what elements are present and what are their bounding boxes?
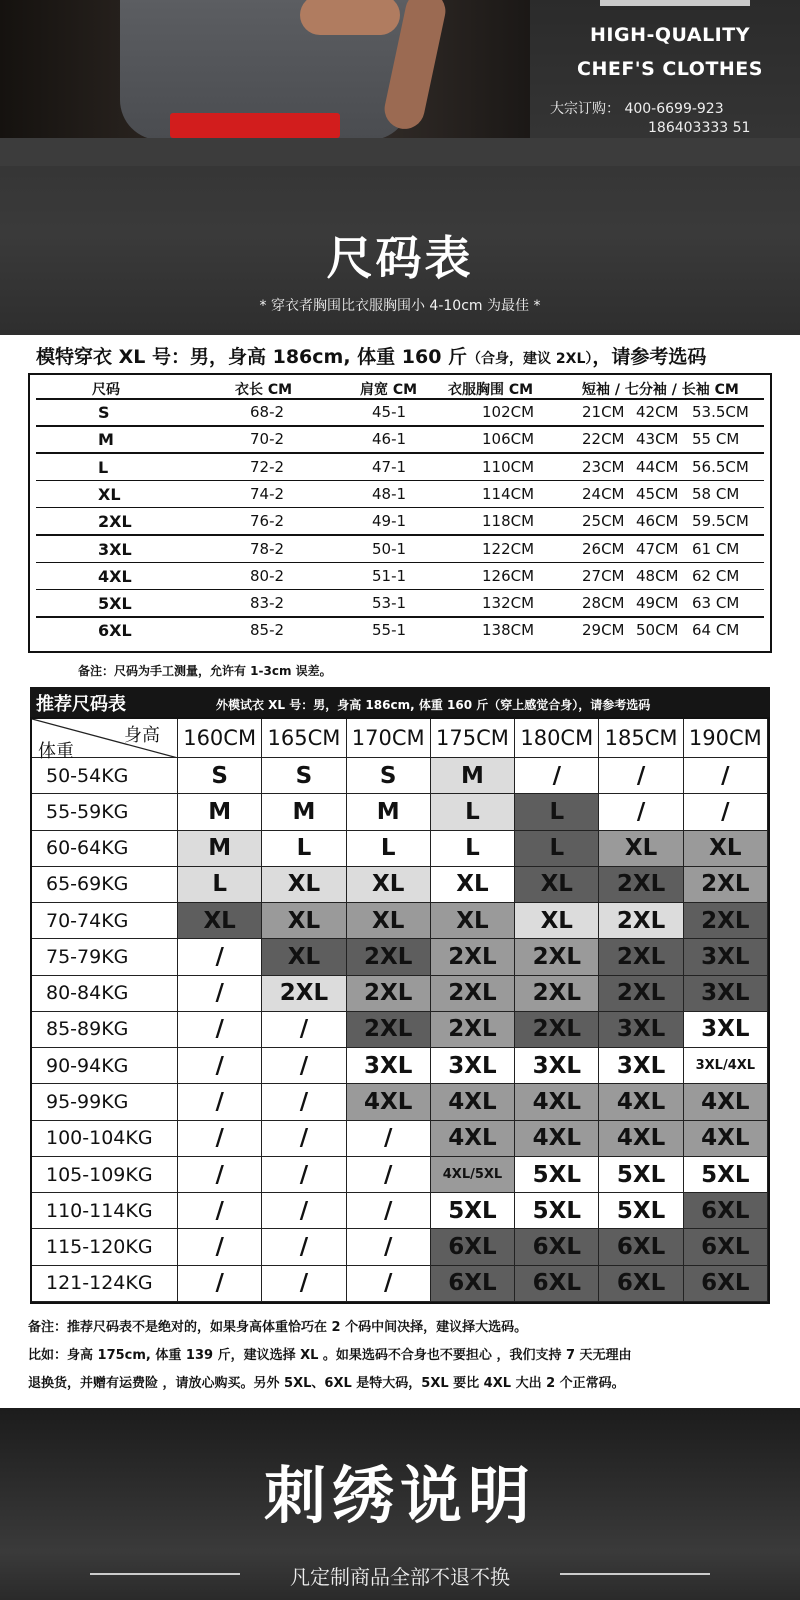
size-cell-shoulder: 51-1 <box>372 566 407 585</box>
size-cell-short: 27CM <box>582 566 625 585</box>
recommend-size-cell: / <box>262 1121 346 1157</box>
size-cell-length: 70-2 <box>250 430 285 449</box>
size-cell-shoulder: 50-1 <box>372 539 407 558</box>
size-row <box>30 617 770 644</box>
recommend-size-cell: / <box>347 1157 431 1193</box>
recommend-size-cell: 4XL <box>431 1084 515 1120</box>
recommend-size-cell: 5XL <box>515 1193 599 1229</box>
height-header: 175CM <box>431 719 515 758</box>
height-header: 185CM <box>599 719 683 758</box>
brand-tagline-1: HIGH-QUALITY <box>590 24 750 46</box>
size-cell-long: 56.5CM <box>692 457 749 476</box>
size-row <box>30 426 770 453</box>
size-cell-long: 62 CM <box>692 566 740 585</box>
recommend-size-cell: / <box>684 758 768 794</box>
weight-label: 85-89KG <box>32 1012 178 1048</box>
header-sleeve: 短袖 / 七分袖 / 长袖 CM <box>582 382 739 398</box>
size-row <box>30 508 770 535</box>
size-cell-size: 3XL <box>98 539 132 559</box>
recommend-size-cell: L <box>178 867 262 903</box>
recommend-size-cell: 6XL <box>599 1266 683 1302</box>
recommend-size-cell: 3XL <box>515 1048 599 1084</box>
recommend-table <box>30 717 770 1304</box>
recommend-size-cell: 3XL <box>599 1012 683 1048</box>
weight-label: 70-74KG <box>32 903 178 939</box>
recommend-size-cell: 6XL <box>684 1266 768 1302</box>
recommend-size-cell: 3XL <box>684 1012 768 1048</box>
size-cell-short: 22CM <box>582 430 625 449</box>
size-cell-long: 63 CM <box>692 594 740 613</box>
recommend-title: 推荐尺码表 <box>36 694 126 715</box>
weight-label: 65-69KG <box>32 867 178 903</box>
recommend-size-cell: / <box>178 1229 262 1265</box>
size-cell-long: 59.5CM <box>692 512 749 531</box>
recommend-header <box>30 687 770 717</box>
recommend-size-cell: M <box>431 758 515 794</box>
recommend-size-cell: XL <box>178 903 262 939</box>
order-phone-1: 大宗订购： 400-6699-923 <box>550 101 724 117</box>
recommend-size-cell: / <box>262 1229 346 1265</box>
size-row <box>30 590 770 617</box>
recommend-size-cell: S <box>178 758 262 794</box>
brand-block <box>540 0 800 166</box>
recommend-size-cell: / <box>178 939 262 975</box>
weight-label: 105-109KG <box>32 1157 178 1193</box>
recommend-size-cell: 2XL <box>599 867 683 903</box>
recommend-size-cell: 3XL <box>599 1048 683 1084</box>
recommend-size-cell: XL <box>515 903 599 939</box>
recommend-size-cell: 2XL <box>684 903 768 939</box>
note-line-1: 备注：推荐尺码表不是绝对的，如果身高体重恰巧在 2 个码中间决择，建议择大选码。 <box>28 1320 528 1335</box>
height-header: 160CM <box>178 719 262 758</box>
recommend-size-cell: / <box>178 1084 262 1120</box>
recommend-size-cell: XL <box>431 903 515 939</box>
recommend-size-cell: 2XL <box>347 1012 431 1048</box>
recommend-size-cell: 4XL <box>347 1084 431 1120</box>
recommend-size-cell: / <box>347 1229 431 1265</box>
red-sash-image <box>170 113 340 138</box>
recommend-size-cell: 3XL <box>347 1048 431 1084</box>
size-cell-shoulder: 45-1 <box>372 403 407 421</box>
size-cell-short: 28CM <box>582 594 625 613</box>
weight-label: 75-79KG <box>32 939 178 975</box>
note-line-3: 退换货，并赠有运费险 ，请放心购买。另外 5XL、6XL 是特大码，5XL 要比 4XL 大出 2 个正常码。 <box>28 1376 625 1391</box>
height-header: 180CM <box>515 719 599 758</box>
size-chart-subtitle: * 穿衣者胸围比衣服胸围小 4-10cm 为最佳 * <box>259 298 541 314</box>
size-cell-chest: 138CM <box>482 621 535 640</box>
recommend-size-cell: M <box>178 831 262 867</box>
recommend-size-cell: 4XL <box>599 1121 683 1157</box>
recommend-size-cell: / <box>262 1084 346 1120</box>
recommend-size-cell: 5XL <box>599 1157 683 1193</box>
size-row <box>30 536 770 563</box>
recommend-size-cell: 3XL <box>684 939 768 975</box>
recommend-size-cell: M <box>262 794 346 830</box>
height-header: 165CM <box>262 719 346 758</box>
size-cell-shoulder: 55-1 <box>372 621 407 640</box>
recommend-size-cell: XL <box>262 903 346 939</box>
weight-label: 60-64KG <box>32 831 178 867</box>
recommend-size-cell: XL <box>347 867 431 903</box>
size-cell-length: 78-2 <box>250 539 285 558</box>
height-header: 170CM <box>347 719 431 758</box>
recommend-size-cell: XL <box>684 831 768 867</box>
recommend-size-cell: L <box>262 831 346 867</box>
size-cell-chest: 106CM <box>482 430 535 449</box>
size-cell-size: XL <box>98 484 121 504</box>
size-cell-long: 53.5CM <box>692 403 749 421</box>
recommend-size-cell: L <box>431 831 515 867</box>
recommend-size-cell: 2XL <box>599 903 683 939</box>
weight-label: 90-94KG <box>32 1048 178 1084</box>
recommend-size-cell: 2XL <box>262 976 346 1012</box>
size-cell-short: 21CM <box>582 403 625 421</box>
recommend-size-cell: 4XL/5XL <box>431 1157 515 1193</box>
size-cell-chest: 118CM <box>482 512 535 531</box>
size-cell-long: 61 CM <box>692 539 740 558</box>
embroidery-banner <box>0 1408 800 1600</box>
recommend-size-cell: / <box>262 1157 346 1193</box>
recommend-size-cell: S <box>347 758 431 794</box>
header-length: 衣长 CM <box>235 382 293 398</box>
recommend-size-cell: / <box>347 1266 431 1302</box>
size-cell-length: 76-2 <box>250 512 285 531</box>
recommend-size-cell: 2XL <box>431 1012 515 1048</box>
size-row <box>30 399 770 426</box>
size-chart-title: 尺码表 <box>326 231 474 285</box>
size-cell-size: 5XL <box>98 594 132 614</box>
recommend-size-cell: XL <box>262 939 346 975</box>
recommend-size-cell: 4XL <box>515 1121 599 1157</box>
recommend-size-cell: 4XL <box>515 1084 599 1120</box>
recommend-size-cell: / <box>347 1193 431 1229</box>
size-cell-chest: 126CM <box>482 566 535 585</box>
size-cell-size: M <box>98 430 114 450</box>
recommend-size-cell: XL <box>262 867 346 903</box>
recommend-size-cell: 6XL <box>684 1193 768 1229</box>
recommend-size-cell: 4XL <box>599 1084 683 1120</box>
recommend-size-cell: 6XL <box>431 1229 515 1265</box>
recommend-size-cell: XL <box>347 903 431 939</box>
size-cell-shoulder: 46-1 <box>372 430 407 449</box>
size-cell-mid: 46CM <box>636 512 679 531</box>
size-cell-length: 72-2 <box>250 457 285 476</box>
size-cell-mid: 45CM <box>636 484 679 503</box>
recommend-size-cell: 5XL <box>515 1157 599 1193</box>
recommend-size-cell: / <box>262 1266 346 1302</box>
size-cell-shoulder: 47-1 <box>372 457 407 476</box>
recommend-size-cell: XL <box>515 867 599 903</box>
recommend-size-cell: 2XL <box>515 1012 599 1048</box>
recommend-size-cell: / <box>684 794 768 830</box>
size-cell-mid: 42CM <box>636 403 679 421</box>
model-tail: ，请参考选码 <box>592 346 707 368</box>
size-cell-length: 68-2 <box>250 403 285 421</box>
size-cell-size: S <box>98 403 110 422</box>
size-cell-short: 29CM <box>582 621 625 640</box>
model-note: （合身，建议 2XL） <box>467 351 593 367</box>
recommend-size-cell: 2XL <box>431 939 515 975</box>
size-table <box>28 373 772 653</box>
corner-height-label: 身高 <box>124 725 160 746</box>
weight-label: 80-84KG <box>32 976 178 1012</box>
header-chest: 衣服胸围 CM <box>448 382 534 398</box>
recommend-size-cell: 6XL <box>599 1229 683 1265</box>
recommend-size-cell: / <box>178 1012 262 1048</box>
recommend-size-cell: 2XL <box>515 976 599 1012</box>
size-cell-mid: 49CM <box>636 594 679 613</box>
weight-label: 55-59KG <box>32 794 178 830</box>
recommend-size-cell: 2XL <box>599 939 683 975</box>
recommend-size-cell: 6XL <box>515 1266 599 1302</box>
size-cell-short: 26CM <box>582 539 625 558</box>
weight-label: 115-120KG <box>32 1229 178 1265</box>
recommend-size-cell: / <box>178 1266 262 1302</box>
size-cell-shoulder: 53-1 <box>372 594 407 613</box>
recommend-size-cell: / <box>262 1193 346 1229</box>
recommend-size-cell: / <box>178 1157 262 1193</box>
recommend-size-cell: / <box>178 1048 262 1084</box>
size-table-note: 备注：尺码为手工测量，允许有 1-3cm 误差。 <box>78 664 332 678</box>
recommend-size-cell: 3XL <box>431 1048 515 1084</box>
top-banner <box>0 0 800 335</box>
size-cell-chest: 132CM <box>482 594 535 613</box>
recommend-size-cell: 6XL <box>684 1229 768 1265</box>
size-cell-size: L <box>98 457 109 477</box>
recommend-size-cell: 4XL <box>684 1121 768 1157</box>
brand-logo-partial <box>600 0 750 6</box>
note-line-2: 比如：身高 175cm, 体重 139 斤，建议选择 XL 。如果选码不合身也不要担心 ，我们支持 7 天无理由 <box>28 1348 632 1363</box>
recommend-size-cell: L <box>515 794 599 830</box>
size-cell-size: 2XL <box>98 512 132 532</box>
size-cell-short: 23CM <box>582 457 625 476</box>
recommend-size-cell: / <box>178 976 262 1012</box>
chef-hand-image <box>300 0 400 35</box>
recommend-size-cell: 5XL <box>431 1193 515 1229</box>
recommend-size-cell: 3XL/4XL <box>684 1048 768 1084</box>
size-header-divider <box>36 398 764 400</box>
size-cell-size: 6XL <box>98 621 132 641</box>
size-cell-short: 25CM <box>582 512 625 531</box>
weight-label: 100-104KG <box>32 1121 178 1157</box>
recommend-size-cell: / <box>347 1121 431 1157</box>
size-cell-mid: 50CM <box>636 621 679 640</box>
weight-label: 121-124KG <box>32 1266 178 1302</box>
brand-tagline-2: CHEF'S CLOTHES <box>577 58 763 80</box>
recommend-size-cell: / <box>262 1048 346 1084</box>
header-shoulder: 肩宽 CM <box>360 382 418 398</box>
recommend-size-cell: 2XL <box>431 976 515 1012</box>
size-cell-long: 64 CM <box>692 621 740 640</box>
recommend-size-cell: 6XL <box>515 1229 599 1265</box>
size-cell-chest: 114CM <box>482 484 535 503</box>
recommend-size-cell: XL <box>431 867 515 903</box>
recommend-size-cell: 2XL <box>515 939 599 975</box>
recommend-size-cell: 2XL <box>347 939 431 975</box>
height-header: 190CM <box>684 719 768 758</box>
recommend-size-cell: / <box>178 1193 262 1229</box>
weight-label: 95-99KG <box>32 1084 178 1120</box>
recommend-size-cell: 3XL <box>684 976 768 1012</box>
size-cell-length: 80-2 <box>250 566 285 585</box>
weight-label: 50-54KG <box>32 758 178 794</box>
recommend-size-cell: / <box>599 758 683 794</box>
size-cell-short: 24CM <box>582 484 625 503</box>
recommend-size-cell: L <box>515 831 599 867</box>
corner-weight-label: 体重 <box>38 741 74 762</box>
size-row <box>30 454 770 481</box>
recommend-size-cell: L <box>347 831 431 867</box>
recommend-size-cell: 5XL <box>684 1157 768 1193</box>
recommend-size-cell: 2XL <box>684 867 768 903</box>
size-cell-shoulder: 48-1 <box>372 484 407 503</box>
recommend-size-cell: 5XL <box>599 1193 683 1229</box>
recommend-size-cell: 4XL <box>684 1084 768 1120</box>
size-cell-chest: 102CM <box>482 403 535 421</box>
header-size: 尺码 <box>92 382 120 398</box>
recommend-size-cell: 2XL <box>347 976 431 1012</box>
size-cell-length: 85-2 <box>250 621 285 640</box>
size-cell-chest: 110CM <box>482 457 535 476</box>
size-cell-long: 58 CM <box>692 484 740 503</box>
weight-label: 110-114KG <box>32 1193 178 1229</box>
recommend-size-cell: / <box>599 794 683 830</box>
corner-cell <box>32 719 178 762</box>
recommend-size-cell: S <box>262 758 346 794</box>
size-cell-mid: 44CM <box>636 457 679 476</box>
size-cell-mid: 48CM <box>636 566 679 585</box>
recommend-size-cell: XL <box>599 831 683 867</box>
size-cell-mid: 43CM <box>636 430 679 449</box>
recommend-subtitle: 外模试衣 XL 号：男，身高 186cm, 体重 160 斤（穿上感觉合身），请参考选码 <box>216 698 651 712</box>
recommend-size-cell: M <box>347 794 431 830</box>
size-cell-chest: 122CM <box>482 539 535 558</box>
size-row <box>30 563 770 590</box>
chef-photo <box>0 0 530 138</box>
size-cell-length: 74-2 <box>250 484 285 503</box>
size-cell-shoulder: 49-1 <box>372 512 407 531</box>
model-info <box>36 342 796 369</box>
recommend-size-cell: / <box>178 1121 262 1157</box>
size-cell-mid: 47CM <box>636 539 679 558</box>
recommend-size-cell: 4XL <box>431 1121 515 1157</box>
recommend-size-cell: 6XL <box>431 1266 515 1302</box>
model-text: 模特穿衣 XL 号：男，身高 186cm, 体重 160 斤 <box>36 346 468 368</box>
recommend-size-cell: 2XL <box>599 976 683 1012</box>
size-cell-length: 83-2 <box>250 594 285 613</box>
embroidery-title: 刺绣说明 <box>263 1459 536 1532</box>
size-row <box>30 481 770 508</box>
recommend-size-cell: M <box>178 794 262 830</box>
size-cell-size: 4XL <box>98 566 132 586</box>
recommend-size-cell: / <box>515 758 599 794</box>
recommend-size-cell: / <box>262 1012 346 1048</box>
embroidery-subtitle: 凡定制商品全部不退不换 <box>290 1565 510 1589</box>
size-table-header <box>30 375 770 397</box>
order-phone-2: 186403333 51 <box>648 120 751 136</box>
size-cell-long: 55 CM <box>692 430 740 449</box>
recommend-size-cell: L <box>431 794 515 830</box>
